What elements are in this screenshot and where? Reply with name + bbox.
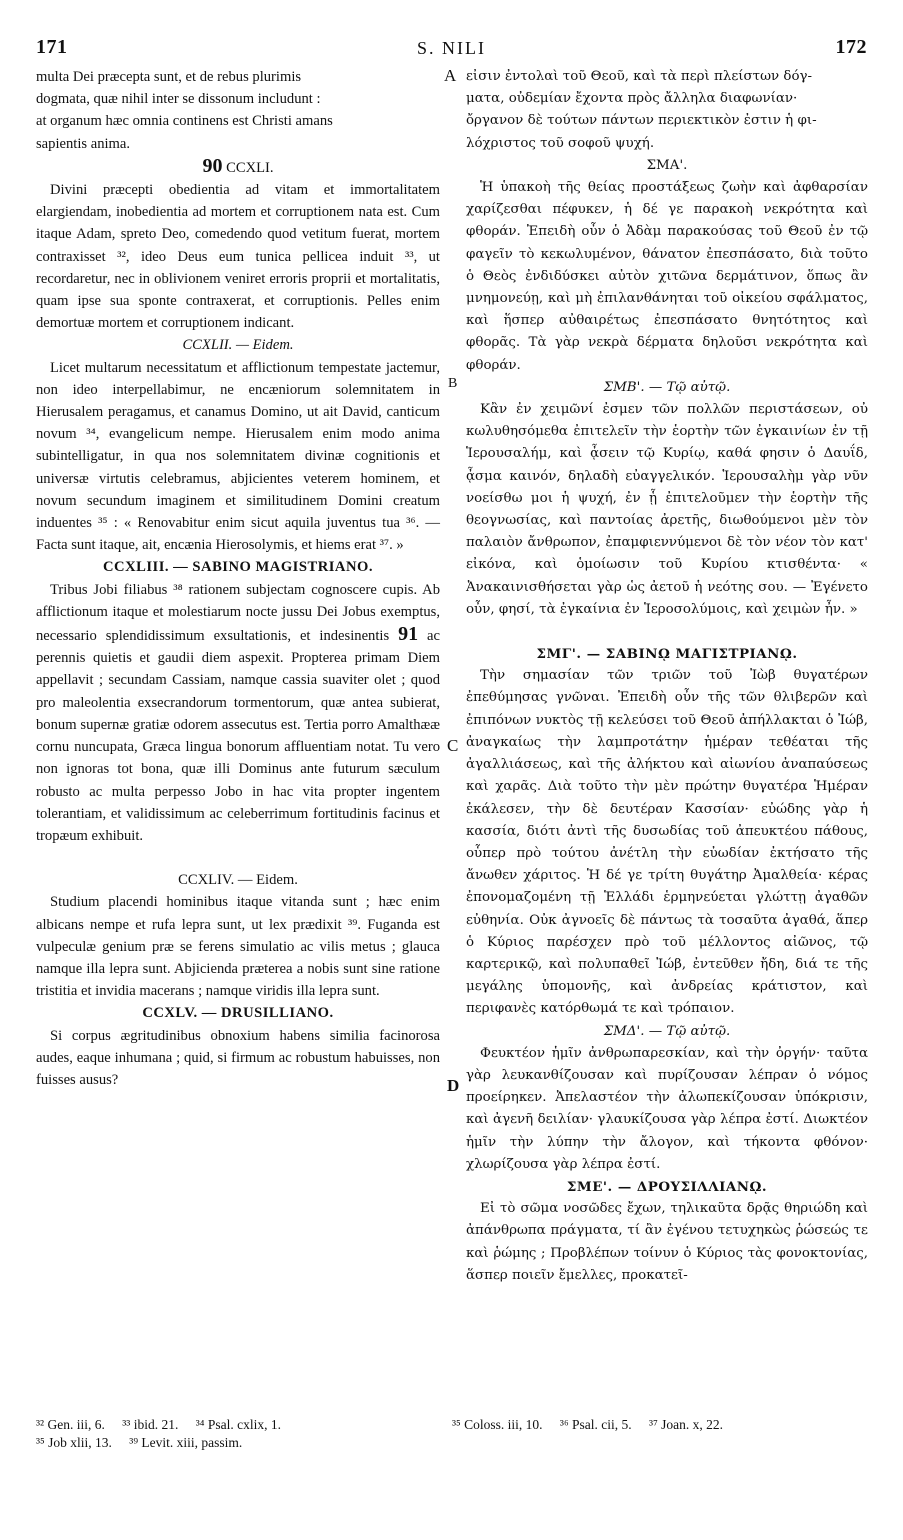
latin-heading-245: CCXLV. — DRUSILLIANO.	[142, 1005, 334, 1022]
greek-letter-242: Κἂν ἐν χειμῶνί ἐσμεν τῶν πολλῶν περιστάσεων, οὐ κωλυθησόμεθα ἐπιτελεῖν τὴν ἑορτὴν τῶν ἐγκαινίων ἐν τῇ Ἱερουσαλήμ, καὶ ᾆσειν τῷ Κυρίῳ, καθά φησιν ὁ Δαυΐδ, ᾆσμα καινόν, δηλαδὴ εὐαγγελικόν. Ἱερουσαλὴμ γὰρ νῦν νοείσθω μοι ἡ ψυχή, ἐν ᾗ ἐπιτελοῦμεν τὴν ἑορτὴν τῆς θεογνωσίας, καὶ παντοίας ἀρετῆς, διωθούμενοι μὲν τὸν παλαιὸν ἄνθρωπον, ἐπαμφιεννύμενοι δὲ τὸν νέον τὸν κατ' εἰκόνα, καὶ ὁμοίωσιν τοῦ Κυρίου κτισθέντα· « Ἀνακαινισθήσεται γὰρ ὡς ἀετοῦ ἡ νεότης σου. — Ἐγένετο οὖν, φησί, τὰ ἐγκαίνια ἐν Ἱεροσολύμοις, καὶ χειμὼν ἦν. »	[466, 402, 868, 617]
greek-intro-line: εἰσιν ἐντολαὶ τοῦ Θεοῦ, καὶ τὰ περὶ πλείστων δόγ-	[466, 69, 813, 84]
latin-heading-244: CCXLIV. — Eidem.	[178, 872, 298, 889]
latin-letter-241: Divini præcepti obedientia ad vitam et immortalitatem elargiendam, inobedientia ad mortem et corruptionem nata est. Cum itaque Adam, spreto Deo, comedendo quod vetitum fuerat, mortem contraxisset ³², ideo Deus eum tunica pellicea induit ³³, ut recordaretur, nec in oblivionem veniret erroris proprii et mortalitatis, quam ipse sua sponte contraxerat, et corruptionis. Pelles enim demortuæ mortem et corruptionem indicant.	[36, 182, 440, 332]
latin-intro-line: sapientis anima.	[36, 135, 131, 152]
margin-letter-b: B	[448, 376, 458, 391]
footnote: ³³ ibid. 21.	[122, 1417, 179, 1432]
greek-heading-242: ΣΜΒ'. — Τῷ αὐτῷ.	[603, 379, 731, 395]
footnote: ³⁷ Joan. x, 22.	[649, 1417, 724, 1432]
latin-letter-242: Licet multarum necessitatum et afflictionum tempestate jactemur, non ideo interpellabimur, ne encæniorum solemnitatem in Hierusalem peragamus, et canamus Domino, ut ait David, canticum novum ³⁴, evangelicum nempe. Hierusalem enim modo anima subintelligatur, in qua nos solemnitatem divinæ cognitionis et universæ virtutis celebramus, abjicientes veterem hominem, et novum secundum imaginem et similitudinem Domini creatum induentes ³⁵ : « Renovabitur enim sicut aquila juventus tua ³⁶. — Facta sunt itaque, ait, encænia Hierosolymis, et hiems erat ³⁷. »	[36, 359, 440, 554]
footnote-line	[36, 1416, 446, 1434]
greek-letter-244: Φευκτέον ἡμῖν ἀνθρωπαρεσκίαν, καὶ τὴν ὀργήν· ταῦτα γὰρ λευκανθίζουσαν καὶ πυρίζουσαν λέπραν ὁ νόμος προείρηκεν. Ἀπελαστέον τὴν ἀλωπεκίζουσαν ὑπόκρισιν, καὶ ἀγενῆ δειλίαν· γλαυκίζουσα γὰρ λέπρα ἐστί. Διωκτέον ἡμῖν τὴν λύπην τὴν ἄλογον, καὶ τήκοντα φθόνον· χλωρίζουσα γὰρ λέπρα ἐστί.	[466, 1045, 868, 1172]
margin-letter-c: C	[447, 736, 459, 755]
margin-letter-d: D	[447, 1076, 460, 1095]
footnote: ³⁵ Job xlii, 13.	[36, 1435, 112, 1450]
footnote: ³⁹ Levit. xiii, passim.	[129, 1435, 243, 1450]
latin-intro-line: at organum hæc omnia continens est Christi amans	[36, 113, 333, 130]
latin-heading-243: CCXLIII. — SABINO MAGISTRIANO.	[102, 559, 374, 576]
latin-heading-242: CCXLII. — Eidem.	[182, 337, 294, 354]
greek-letter-243: Τὴν σημασίαν τῶν τριῶν τοῦ Ἰὼβ θυγατέρων ἐπεθύμησας γνῶναι. Ἐπειδὴ οὖν τῆς τῶν θλιβερῶν καὶ ἐπιπόνων νυκτὸς τῇ κελεύσει τοῦ Θεοῦ ἀπήλλακται ὁ Ἰώβ, ἀναγκαίως τὴν λαμπροτάτην ἡμέραν τεθέαται τῆς ἀγαλλιάσεως, καὶ τῆς ἀλήκτου καὶ αἰωνίου ἀναπαύσεως καὶ χαρᾶς. Διὰ τοῦτο τὴν μὲν πρώτην θυγατέρα Ἡμέραν ἐκάλεσεν, τὴν δὲ δευτέραν Κασσίαν· εὐώδης γὰρ ἡ κασσία, διότι ἀντὶ τῆς δυσωδίας τοῦ ἀπευκτέου πάθους, οὗπερ πρὸ τούτου ἀνέτλη τὴν εὐωδίαν ἐκτήσατο τῆς ἄνωθεν χάριτος. Ἡ δέ γε τρίτη θυγάτηρ Ἀμαλθεία· κέρας ἐπονομαζομένη τῇ Ἑλλάδι ἑρμηνεύεται γλώττῃ ἀγαθῶν εὐθηνία. Οὐκ ἀγνοεῖς δὲ πάντως τὰ τοσαῦτα ἀγαθά, ἅπερ ὁ Κύριος παρέσχεν πρὸ τοῦ μέλλοντος αἰῶνος, τῷ καρτερικῷ, καὶ πολυπαθεῖ Ἰώβ, ἐντεῦθεν ἤδη, διά τε τῆς μεγάλης ὑπομονῆς, καὶ ἀνδρείας κράτιστον, καὶ περιφανὲς κατόρθωμά τε καὶ τρόπαιον.	[466, 668, 868, 1017]
greek-column	[466, 66, 868, 1287]
latin-intro-line: multa Dei præcepta sunt, et de rebus plurimis	[36, 69, 302, 85]
footnotes-right	[452, 1416, 872, 1434]
column-number: 90	[202, 154, 223, 177]
footnotes-left	[36, 1416, 446, 1452]
latin-letter-245: Si corpus ægritudinibus obnoxium habens similia facinorosa audes, eaque inhumana ; quid, si firmum ac robustum habuisses, non fuisses ausus?	[36, 1027, 440, 1088]
footnote: ³⁴ Psal. cxlix, 1.	[195, 1417, 281, 1432]
greek-heading-245: ΣΜΕ'. — ΔΡΟΥΣΙΛΛΙΑΝῼ.	[566, 1178, 768, 1195]
latin-letter-243: Tribus Jobi filiabus ³⁸ rationem subjectam cognoscere cupis. Ab afflictionum itaque et molestiarum nocte jussu Dei Jobus exemptus, necessario splendidissimum exsultationis, et indesinentis 91 ac perennis quietis et gaudii diem aspexit. Propterea primam Diem appellavit ; secundam Cassiam, namque cassia suaviter olet ; quod pro maleolentia exsecrandorum tormentorum, quæ antea subierat, bonum supernæ gratiæ odorem assecutus est. Tertia porro Amalthææ cornu nuncupata, Græca lingua bonorum affluentiam notat. Tu vero non ignoras tot bona, quæ illi Dominus ante futurum sæculum robusto ac multa perpesso Jobo in hac vita propter ingentem tolerantiam, et validissimum ac celeberrimum fortitudinis facinus et tropæum exhibuit.	[36, 581, 441, 844]
column-number: 91	[398, 623, 419, 646]
margin-letter-a: A	[444, 66, 457, 85]
latin-heading-241: 90 CCXLI.	[202, 154, 274, 177]
greek-heading-241: ΣΜΑ'.	[646, 157, 688, 173]
latin-intro-line: dogmata, quæ nihil inter se dissonum includunt :	[36, 91, 321, 108]
latin-letter-244: Studium placendi hominibus itaque vitanda sunt ; hæc enim albicans nempe et rufa lepra sunt, ut lex prædixit ³⁹. Fuganda est vulpeculæ genium præ se ferens simulatio ac vilis metus ; glauca namque illa lepra sunt. Abjicienda præterea a nobis sunt sine ratione tristitia et invidia macerans ; namque viridis illa lepra sunt.	[36, 894, 440, 1000]
left-page-number: 171	[36, 36, 68, 58]
greek-intro-line: ματα, οὐδεμίαν ἔχοντα πρὸς ἄλληλα διαφωνίαν·	[466, 91, 798, 107]
greek-heading-244: ΣΜΔ'. — Τῷ αὐτῷ.	[603, 1023, 731, 1039]
footnote-line	[36, 1434, 446, 1452]
greek-intro-line: ὄργανον δὲ τούτων πάντων περιεκτικὸν ἐστιν ἡ φι-	[466, 113, 817, 129]
running-title: S. NILI	[417, 38, 486, 58]
greek-heading-243: ΣΜΓ'. — ΣΑΒΙΝῼ ΜΑΓΙΣΤΡΙΑΝῼ.	[536, 646, 798, 663]
latin-column	[36, 66, 440, 1091]
footnote-line	[452, 1416, 872, 1434]
greek-intro-line: λόχριστος τοῦ σοφοῦ ψυχή.	[466, 135, 655, 151]
footnote: ³⁶ Psal. cii, 5.	[559, 1417, 632, 1432]
right-page-number: 172	[835, 36, 867, 58]
footnote: ³² Gen. iii, 6.	[36, 1417, 105, 1432]
greek-letter-241: Ἡ ὑπακοὴ τῆς θείας προστάξεως ζωὴν καὶ ἀφθαρσίαν χαρίζεσθαι πέφυκεν, ἡ δέ γε παρακοὴ νεκρότητα καὶ φθοράν. Ἐπειδὴ οὖν ὁ Ἀδὰμ παρακούσας τοῦ Θεοῦ ἐν τῷ φαγεῖν τὸ κεκωλυμένον, θάνατον ἐπεσπάσατο, διὰ τοῦτο ὁ Θεὸς ἐνδιδύσκει αὐτὸν χιτῶνα δερμάτινον, ὅπως ἂν μνημονεύῃ, καὶ μὴ ἐπιλανθάνηται τοῦ οἰκείου σφάλματος, καὶ ἥσπερ αὐθαιρέτως ἐπεσπάσατο θνητότητος καὶ φθορᾶς. Τὰ γὰρ νεκρὰ δέρματα δηλοῦσι νεκρότητα καὶ φθοράν.	[466, 180, 868, 373]
greek-letter-245: Εἰ τὸ σῶμα νοσῶδες ἔχων, τηλικαῦτα δρᾷς θηριώδη καὶ ἀπάνθρωπα πράγματα, τί ἂν ἐγένου τετυχηκὼς ῥώσεώς τε καὶ ῥώμης ; Προβλέπων τοίνυν ὁ Κύριος τὰς φονοκτονίας, ἅσπερ ποιεῖν ἔμελλες, προκατεῖ-	[466, 1201, 868, 1283]
footnote: ³⁵ Coloss. iii, 10.	[452, 1417, 543, 1432]
